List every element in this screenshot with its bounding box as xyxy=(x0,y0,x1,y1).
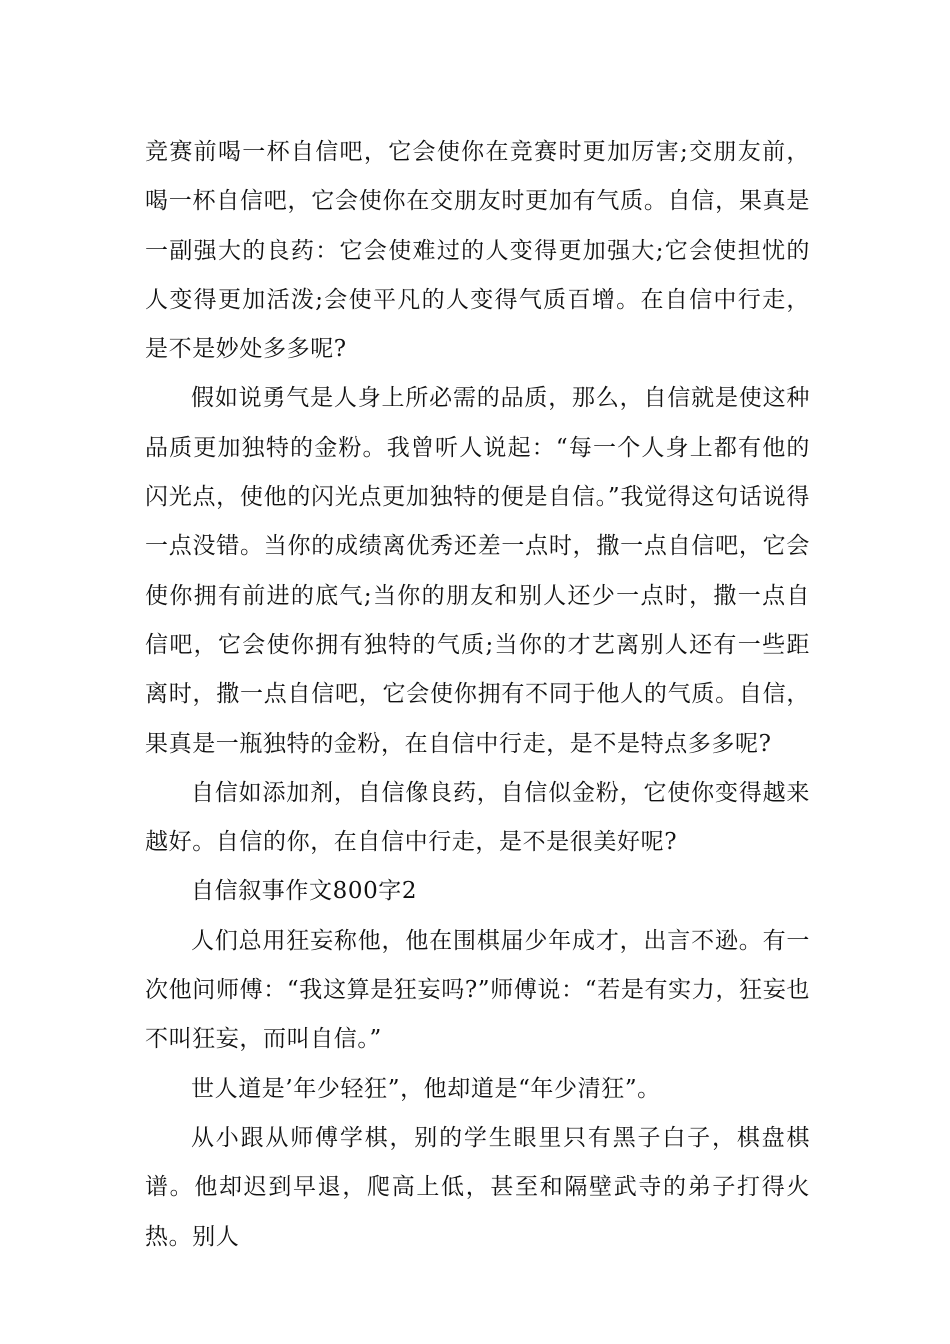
section-heading: 自信叙事作文800字2 xyxy=(191,878,418,905)
paragraph-summary: 自信如添加剂，自信像良药，自信似金粉，它使你变得越来越好。自信的你，在自信中行走，是不是很美好呢? xyxy=(145,779,810,856)
paragraph-story-intro: 人们总用狂妄称他，他在围棋届少年成才，出言不逊。有一次他问师傅：“我这算是狂妄吗?”师傅说：“若是有实力，狂妄也不叫狂妄，而叫自信。” xyxy=(145,927,810,1053)
paragraph-saying: 世人道是’年少轻狂”，他却道是“年少清狂”。 xyxy=(191,1075,661,1102)
paragraph-childhood: 从小跟从师傅学棋，别的学生眼里只有黑子白子，棋盘棋谱。他却迟到早退，爬高上低，甚至和隔壁武寺的弟子打得火热。别人 xyxy=(145,1124,810,1250)
paragraph-continuation: 竞赛前喝一杯自信吧，它会使你在竞赛时更加厉害;交朋友前，喝一杯自信吧，它会使你在交朋友时更加有气质。自信，果真是一副强大的良药：它会使难过的人变得更加强大;它会使担忧的人变得更加活泼;会使平凡的人变得气质百增。在自信中行走，是不是妙处多多呢? xyxy=(145,139,810,363)
document-body xyxy=(145,128,810,1262)
paragraph-courage: 假如说勇气是人身上所必需的品质，那么，自信就是使这种品质更加独特的金粉。我曾听人说起：“每一个人身上都有他的闪光点，使他的闪光点更加独特的便是自信。”我觉得这句话说得一点没错。当你的成绩离优秀还差一点时，撒一点自信吧，它会使你拥有前进的底气;当你的朋友和别人还少一点时，撒一点自信吧，它会使你拥有独特的气质;当你的才艺离别人还有一些距离时，撒一点自信吧，它会使你拥有不同于他人的气质。自信，果真是一瓶独特的金粉，在自信中行走，是不是特点多多呢? xyxy=(145,385,810,757)
